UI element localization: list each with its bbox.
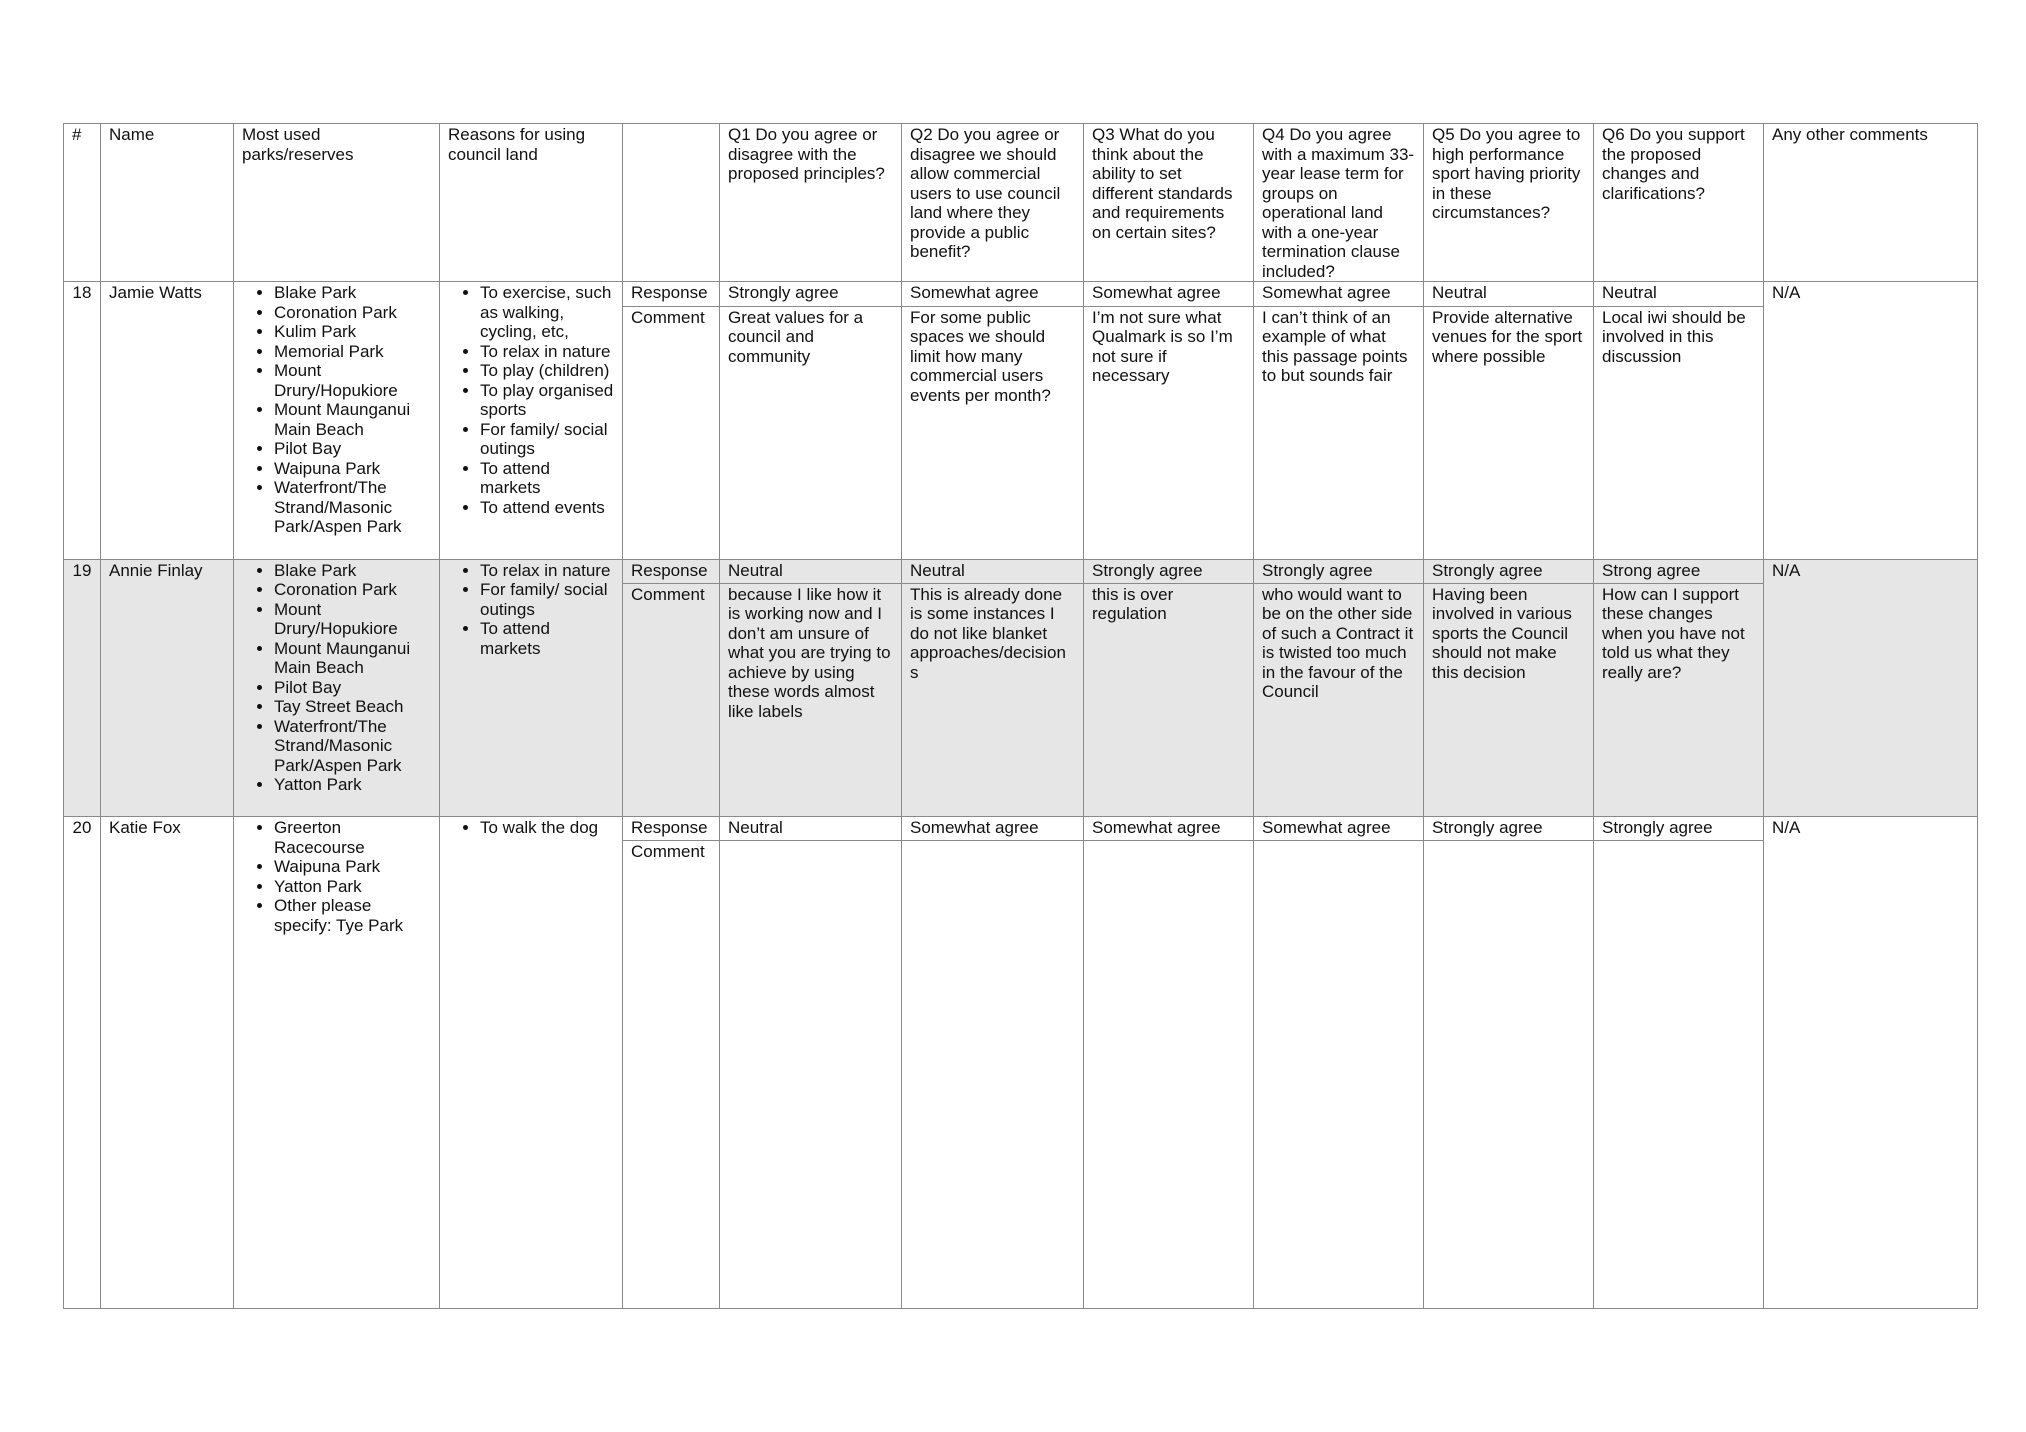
header-q4: Q4 Do you agree with a maximum 33-year lease term for groups on operational land with a one-year termination clause included? — [1254, 124, 1424, 282]
list-item: • To relax in nature — [480, 342, 614, 362]
list-item: • To play (children) — [480, 361, 614, 381]
comment-q6 — [1594, 841, 1764, 1309]
reasons-list — [448, 561, 614, 659]
list-item: • For family/ social outings — [480, 420, 614, 459]
list-item: • Blake Park — [274, 283, 431, 303]
list-item: • Mount Maunganui Main Beach — [274, 639, 431, 678]
list-item: • To attend markets — [480, 459, 614, 498]
response-q6: Neutral — [1594, 282, 1764, 307]
row-number: 18 — [64, 282, 101, 560]
header-num: # — [64, 124, 101, 282]
list-item: • Yatton Park — [274, 877, 431, 897]
header-q5: Q5 Do you agree to high performance sport having priority in these circumstances? — [1424, 124, 1594, 282]
comment-q3 — [1084, 841, 1254, 1309]
respondent-name: Jamie Watts — [101, 282, 234, 560]
comment-q3: this is over regulation — [1084, 583, 1254, 817]
header-q1: Q1 Do you agree or disagree with the proposed principles? — [720, 124, 902, 282]
list-item: • Memorial Park — [274, 342, 431, 362]
response-q3: Somewhat agree — [1084, 282, 1254, 307]
respondent-name: Katie Fox — [101, 817, 234, 1309]
comment-q2: For some public spaces we should limit how many commercial users events per month? — [902, 306, 1084, 559]
list-item: • Kulim Park — [274, 322, 431, 342]
response-q1: Neutral — [720, 559, 902, 583]
row-number: 19 — [64, 559, 101, 817]
reasons-list — [448, 818, 614, 838]
other-comments: N/A — [1764, 559, 1978, 817]
response-q5: Strongly agree — [1424, 817, 1594, 841]
submissions-table — [63, 123, 1978, 1309]
comment-q2 — [902, 841, 1084, 1309]
list-item: • Coronation Park — [274, 303, 431, 323]
header-reasons: Reasons for using council land — [440, 124, 623, 282]
response-q1: Strongly agree — [720, 282, 902, 307]
response-label: Response — [623, 282, 720, 307]
response-q1: Neutral — [720, 817, 902, 841]
comment-q2: This is already done is some instances I do not like blanket approaches/decision s — [902, 583, 1084, 817]
header-other: Any other comments — [1764, 124, 1978, 282]
reasons-cell — [440, 282, 623, 560]
list-item: • Mount Drury/Hopukiore — [274, 600, 431, 639]
comment-q3: I’m not sure what Qualmark is so I’m not sure if necessary — [1084, 306, 1254, 559]
reasons-list — [448, 283, 614, 517]
list-item: • Waipuna Park — [274, 857, 431, 877]
parks-list — [242, 283, 431, 537]
list-item: • Other please specify: Tye Park — [274, 896, 431, 935]
list-item: • Tay Street Beach — [274, 697, 431, 717]
response-q6: Strongly agree — [1594, 817, 1764, 841]
response-q4: Somewhat agree — [1254, 817, 1424, 841]
list-item: • For family/ social outings — [480, 580, 614, 619]
list-item: • To exercise, such as walking, cycling, etc, — [480, 283, 614, 342]
list-item: • Blake Park — [274, 561, 431, 581]
comment-q6: How can I support these changes when you have not told us what they really are? — [1594, 583, 1764, 817]
list-item: • Greerton Racecourse — [274, 818, 431, 857]
list-item: • Coronation Park — [274, 580, 431, 600]
comment-label: Comment — [623, 841, 720, 1309]
response-q4: Somewhat agree — [1254, 282, 1424, 307]
response-label: Response — [623, 559, 720, 583]
header-blank — [623, 124, 720, 282]
response-q3: Strongly agree — [1084, 559, 1254, 583]
list-item: • Waipuna Park — [274, 459, 431, 479]
list-item: • Pilot Bay — [274, 678, 431, 698]
list-item: • To play organised sports — [480, 381, 614, 420]
other-comments: N/A — [1764, 817, 1978, 1309]
list-item: • Mount Drury/Hopukiore — [274, 361, 431, 400]
response-q6: Strong agree — [1594, 559, 1764, 583]
table-body — [64, 282, 1978, 1309]
comment-q1: because I like how it is working now and I don’t am unsure of what you are trying to achieve by using these words almost like labels — [720, 583, 902, 817]
header-name: Name — [101, 124, 234, 282]
response-q5: Neutral — [1424, 282, 1594, 307]
response-q4: Strongly agree — [1254, 559, 1424, 583]
comment-label: Comment — [623, 306, 720, 559]
table-row — [64, 817, 1978, 841]
list-item: • Mount Maunganui Main Beach — [274, 400, 431, 439]
comment-q4 — [1254, 841, 1424, 1309]
table-row — [64, 559, 1978, 583]
response-q2: Somewhat agree — [902, 817, 1084, 841]
list-item: • To attend markets — [480, 619, 614, 658]
comment-q6: Local iwi should be involved in this discussion — [1594, 306, 1764, 559]
reasons-cell — [440, 817, 623, 1309]
row-number: 20 — [64, 817, 101, 1309]
header-q2: Q2 Do you agree or disagree we should allow commercial users to use council land where they provide a public benefit? — [902, 124, 1084, 282]
parks-cell — [234, 282, 440, 560]
response-q3: Somewhat agree — [1084, 817, 1254, 841]
parks-cell — [234, 817, 440, 1309]
header-q3: Q3 What do you think about the ability to set different standards and requirements on certain sites? — [1084, 124, 1254, 282]
list-item: • To attend events — [480, 498, 614, 518]
header-row — [64, 124, 1978, 282]
list-item: • Pilot Bay — [274, 439, 431, 459]
comment-q5 — [1424, 841, 1594, 1309]
comment-q1: Great values for a council and community — [720, 306, 902, 559]
comment-q4: I can’t think of an example of what this passage points to but sounds fair — [1254, 306, 1424, 559]
list-item: • Yatton Park — [274, 775, 431, 795]
response-label: Response — [623, 817, 720, 841]
list-item: • To walk the dog — [480, 818, 614, 838]
comment-q5: Having been involved in various sports the Council should not make this decision — [1424, 583, 1594, 817]
table-row — [64, 282, 1978, 307]
list-item: • Waterfront/The Strand/Masonic Park/Aspen Park — [274, 717, 431, 776]
other-comments: N/A — [1764, 282, 1978, 560]
response-q5: Strongly agree — [1424, 559, 1594, 583]
parks-cell — [234, 559, 440, 817]
response-q2: Neutral — [902, 559, 1084, 583]
reasons-cell — [440, 559, 623, 817]
comment-q4: who would want to be on the other side of such a Contract it is twisted too much in the favour of the Council — [1254, 583, 1424, 817]
comment-q5: Provide alternative venues for the sport where possible — [1424, 306, 1594, 559]
comment-label: Comment — [623, 583, 720, 817]
header-q6: Q6 Do you support the proposed changes and clarifications? — [1594, 124, 1764, 282]
respondent-name: Annie Finlay — [101, 559, 234, 817]
comment-q1 — [720, 841, 902, 1309]
list-item: • To relax in nature — [480, 561, 614, 581]
header-parks: Most used parks/reserves — [234, 124, 440, 282]
response-q2: Somewhat agree — [902, 282, 1084, 307]
list-item: • Waterfront/The Strand/Masonic Park/Aspen Park — [274, 478, 431, 537]
parks-list — [242, 561, 431, 795]
parks-list — [242, 818, 431, 935]
